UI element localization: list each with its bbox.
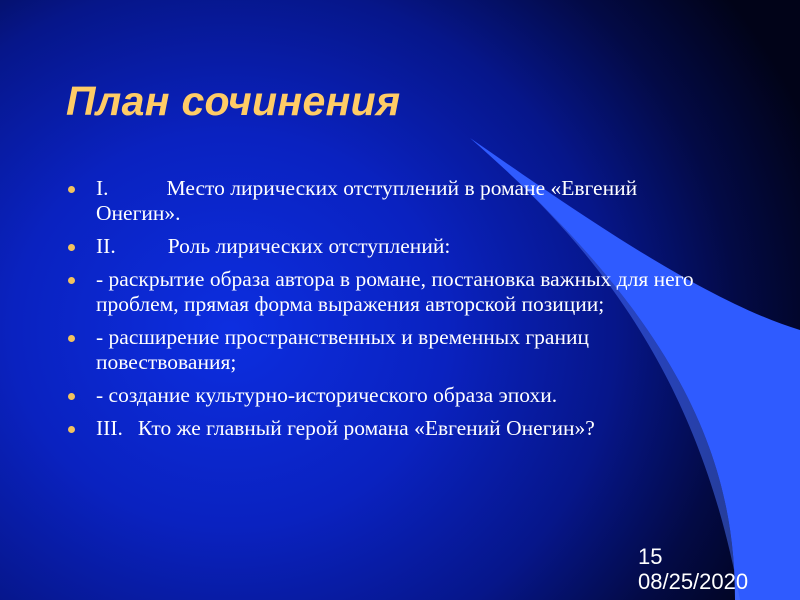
bullet-item [66,416,706,441]
bullet-list [66,176,706,449]
slide-date: 08/25/2020 [638,569,749,594]
bullet-icon [68,186,75,193]
bullet-icon [68,277,75,284]
bullet-text: Кто же главный герой романа «Евгений Онегин»? [137,416,595,440]
bullet-marker: III. [96,416,123,440]
bullet-text: Роль лирических отступлений: [167,234,451,258]
bullet-marker: I. [96,176,109,200]
bullet-icon [68,244,75,251]
bullet-text: - раскрытие образа автора в романе, постановка важных для него проблем, прямая форма выражения авторской позиции; [96,267,694,316]
slide-footer [638,544,748,594]
slide-title: План сочинения [66,78,401,124]
bullet-marker: II. [96,234,116,258]
bullet-item [66,325,706,375]
bullet-item [66,267,706,317]
bullet-icon [68,393,75,400]
bullet-item [66,234,706,259]
bullet-item [66,176,706,226]
bullet-text: - создание культурно-исторического образа эпохи. [96,383,558,407]
bullet-icon [68,426,75,433]
bullet-icon [68,335,75,342]
bullet-item [66,383,706,408]
slide-number: 15 [638,544,663,569]
bullet-text: Место лирических отступлений в романе «Евгений Онегин». [96,176,638,225]
bullet-text: - расширение пространственных и временных границ повествования; [96,325,589,374]
